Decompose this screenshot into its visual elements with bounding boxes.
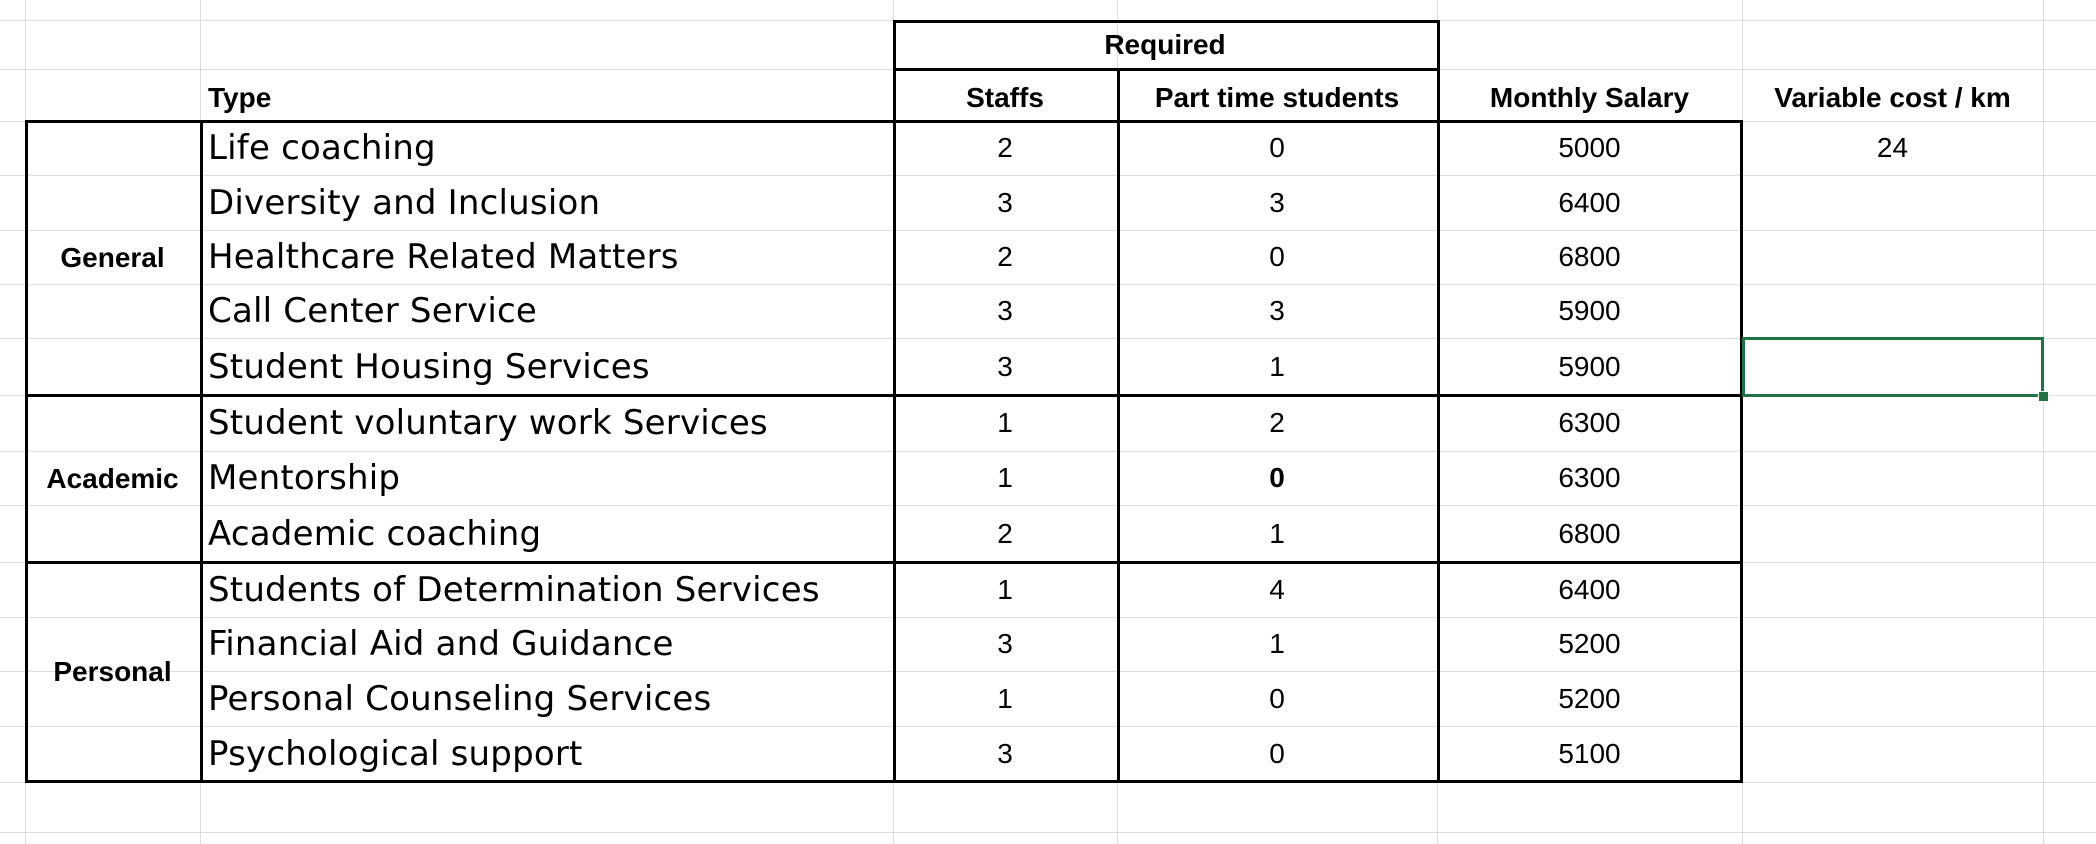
variable-cost-cell[interactable]: 24 xyxy=(1876,132,1909,163)
type-cell[interactable]: Healthcare Related Matters xyxy=(208,237,679,277)
part-time-cell[interactable]: 1 xyxy=(1269,517,1285,549)
part-time-cell[interactable]: 0 xyxy=(1269,682,1285,714)
type-header[interactable]: Type xyxy=(208,81,272,113)
border-line xyxy=(25,780,1740,783)
required-header[interactable]: Required xyxy=(1104,28,1226,60)
variable-cost-cell[interactable] xyxy=(1742,451,2043,505)
group-personal-label[interactable]: Personal xyxy=(53,656,172,687)
part-time-cell[interactable]: 2 xyxy=(1269,407,1285,438)
staffs-cell[interactable]: 3 xyxy=(997,628,1013,659)
part-time-cell[interactable]: 0 xyxy=(1269,132,1285,163)
group-academic-label[interactable]: Academic xyxy=(46,462,179,494)
type-cell[interactable]: Psychological support xyxy=(208,734,583,774)
salary-cell[interactable]: 6300 xyxy=(1558,462,1621,493)
variable-cost-header[interactable]: Variable cost / km xyxy=(1774,81,2011,113)
border-line xyxy=(25,561,1740,564)
border-line xyxy=(25,394,1740,397)
part-time-cell[interactable]: 3 xyxy=(1269,186,1285,218)
gridline xyxy=(2043,0,2044,844)
part-time-cell[interactable]: 3 xyxy=(1269,295,1285,326)
border-line xyxy=(200,120,203,783)
selected-cell[interactable] xyxy=(1742,337,2044,397)
salary-cell[interactable]: 6800 xyxy=(1558,241,1621,272)
salary-cell[interactable]: 5100 xyxy=(1558,738,1621,769)
staffs-cell[interactable]: 3 xyxy=(997,738,1013,769)
staffs-cell[interactable]: 2 xyxy=(997,517,1013,549)
part-time-cell[interactable]: 0 xyxy=(1269,462,1285,493)
variable-cost-cell[interactable] xyxy=(1742,175,2043,230)
type-cell[interactable]: Academic coaching xyxy=(208,513,542,554)
type-cell[interactable]: Financial Aid and Guidance xyxy=(208,624,674,664)
border-line xyxy=(1437,20,1440,123)
salary-cell[interactable]: 5000 xyxy=(1558,132,1621,163)
monthly-salary-header[interactable]: Monthly Salary xyxy=(1489,81,1690,113)
staffs-cell[interactable]: 2 xyxy=(997,132,1013,163)
salary-cell[interactable]: 5900 xyxy=(1558,350,1621,382)
variable-cost-cell[interactable] xyxy=(1742,671,2043,726)
type-cell[interactable]: Student Housing Services xyxy=(208,346,650,387)
gridline xyxy=(0,832,2096,833)
part-time-cell[interactable]: 0 xyxy=(1269,738,1285,769)
staffs-cell[interactable]: 1 xyxy=(997,573,1013,605)
salary-cell[interactable]: 5900 xyxy=(1558,295,1621,326)
staffs-cell[interactable]: 1 xyxy=(997,407,1013,438)
type-cell[interactable]: Diversity and Inclusion xyxy=(208,182,601,223)
border-line xyxy=(1437,120,1440,783)
border-line xyxy=(25,120,28,783)
border-line xyxy=(1117,69,1120,783)
variable-cost-cell[interactable] xyxy=(1742,284,2043,338)
variable-cost-cell[interactable] xyxy=(1742,562,2043,617)
staffs-header[interactable]: Staffs xyxy=(966,81,1044,113)
staffs-cell[interactable]: 3 xyxy=(997,186,1013,218)
salary-cell[interactable]: 5200 xyxy=(1558,682,1621,714)
border-line xyxy=(25,120,1740,123)
type-cell[interactable]: Students of Determination Services xyxy=(208,569,820,610)
part-time-cell[interactable]: 1 xyxy=(1269,628,1285,659)
salary-cell[interactable]: 6400 xyxy=(1558,573,1621,605)
staffs-cell[interactable]: 1 xyxy=(997,462,1013,493)
variable-cost-cell[interactable] xyxy=(1742,617,2043,671)
salary-cell[interactable]: 5200 xyxy=(1558,628,1621,659)
variable-cost-cell[interactable] xyxy=(1742,230,2043,284)
salary-cell[interactable]: 6800 xyxy=(1558,517,1621,549)
type-cell[interactable]: Student voluntary work Services xyxy=(208,403,768,443)
border-line xyxy=(893,20,896,123)
type-cell[interactable]: Personal Counseling Services xyxy=(208,678,712,719)
border-line xyxy=(893,20,1440,23)
border-line xyxy=(893,120,896,783)
type-cell[interactable]: Mentorship xyxy=(208,458,401,498)
staffs-cell[interactable]: 1 xyxy=(997,682,1013,714)
part-time-cell[interactable]: 4 xyxy=(1269,573,1285,605)
fill-handle[interactable] xyxy=(2038,391,2049,402)
type-cell[interactable]: Life coaching xyxy=(208,128,436,168)
staffs-cell[interactable]: 2 xyxy=(997,241,1013,272)
salary-cell[interactable]: 6300 xyxy=(1558,407,1621,438)
part-time-header[interactable]: Part time students xyxy=(1154,81,1400,113)
staffs-cell[interactable]: 3 xyxy=(997,350,1013,382)
variable-cost-cell[interactable] xyxy=(1742,505,2043,562)
group-general-label[interactable]: General xyxy=(60,242,165,273)
part-time-cell[interactable]: 0 xyxy=(1269,241,1285,272)
variable-cost-cell[interactable] xyxy=(1742,726,2043,782)
border-line xyxy=(1740,120,1743,783)
border-line xyxy=(893,68,1440,71)
variable-cost-cell[interactable] xyxy=(1742,395,2043,451)
part-time-cell[interactable]: 1 xyxy=(1269,350,1285,382)
salary-cell[interactable]: 6400 xyxy=(1558,186,1621,218)
type-cell[interactable]: Call Center Service xyxy=(208,291,537,331)
staffs-cell[interactable]: 3 xyxy=(997,295,1013,326)
